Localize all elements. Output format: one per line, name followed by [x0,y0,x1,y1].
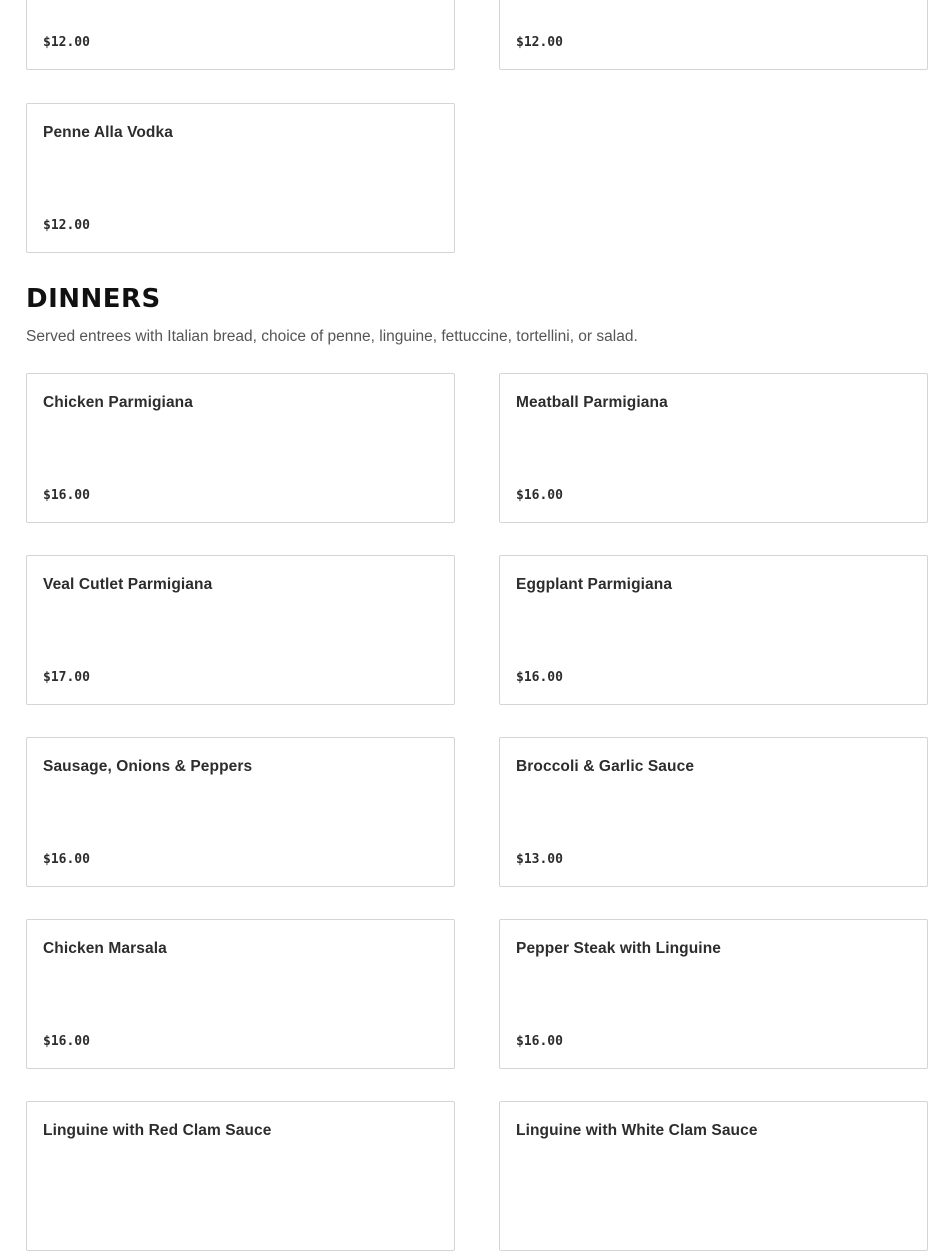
menu-item-name: Linguine with White Clam Sauce [516,1122,758,1139]
menu-item-card[interactable] [26,103,455,253]
menu-item-card[interactable] [499,919,928,1069]
menu-item-price: $17.00 [43,670,90,685]
menu-item-price: $16.00 [43,852,90,867]
menu-item-card[interactable] [26,737,455,887]
menu-item-price: $16.00 [516,488,563,503]
menu-item-card[interactable] [499,0,928,70]
menu-item-name: Veal Cutlet Parmigiana [43,576,213,593]
menu-item-name: Penne Alla Vodka [43,124,173,141]
menu-item-card[interactable] [26,373,455,523]
menu-item-name: Chicken Marsala [43,940,167,957]
menu-item-card[interactable] [499,373,928,523]
menu-item-name: Linguine with Red Clam Sauce [43,1122,272,1139]
menu-item-card[interactable] [26,919,455,1069]
menu-item-card[interactable] [499,737,928,887]
menu-item-name: Eggplant Parmigiana [516,576,673,593]
menu-item-price: $13.00 [516,852,563,867]
menu-item-name: Meatball Parmigiana [516,394,668,411]
menu-item-price: $16.00 [43,1034,90,1049]
menu-item-card[interactable] [26,555,455,705]
section-title: DINNERS [26,284,161,314]
menu-item-price: $12.00 [43,35,90,50]
menu-item-name: Pepper Steak with Linguine [516,940,721,957]
menu-item-name: Broccoli & Garlic Sauce [516,758,695,775]
menu-item-card[interactable] [26,0,455,70]
section-description: Served entrees with Italian bread, choice of penne, linguine, fettuccine, tortellini, or salad. [26,328,638,345]
menu-item-price: $16.00 [516,1034,563,1049]
menu-item-price: $16.00 [43,488,90,503]
menu-item-card[interactable] [499,1101,928,1251]
menu-item-price: $12.00 [43,218,90,233]
menu-item-card[interactable] [26,1101,455,1251]
menu-item-name: Sausage, Onions & Peppers [43,758,253,775]
menu-item-price: $16.00 [516,670,563,685]
menu-item-price: $12.00 [516,35,563,50]
menu-item-name: Chicken Parmigiana [43,394,193,411]
menu-item-card[interactable] [499,555,928,705]
